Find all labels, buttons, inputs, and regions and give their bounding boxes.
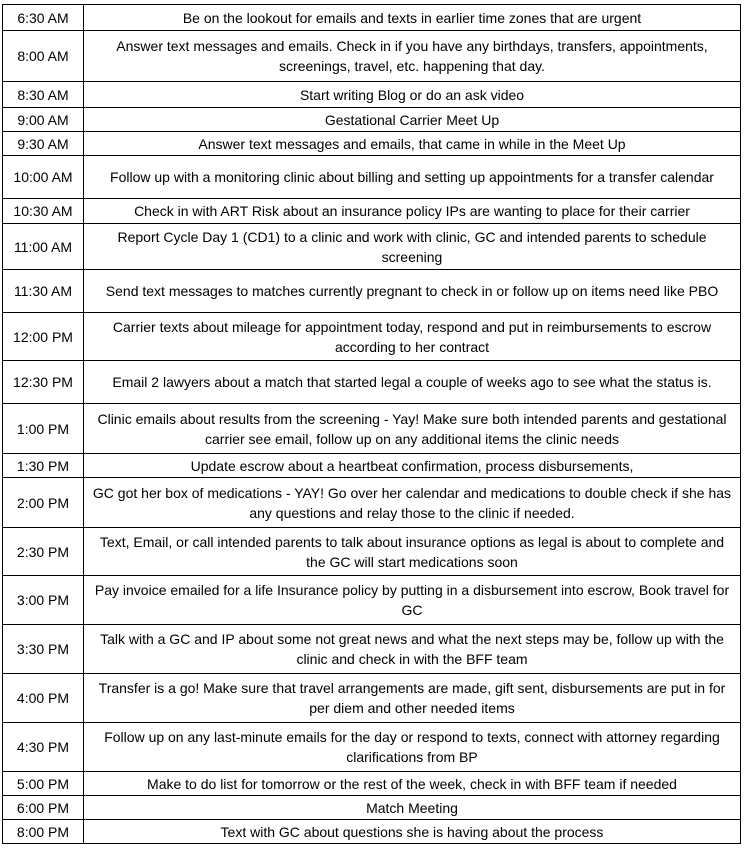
time-cell: 8:00 PM (3, 820, 84, 844)
time-cell: 6:30 AM (3, 5, 84, 31)
task-cell: Carrier texts about mileage for appointment today, respond and put in reimbursements to escrow according to her contract (84, 313, 741, 361)
task-cell: Text with GC about questions she is having about the process (84, 820, 741, 844)
table-row (3, 313, 741, 361)
task-cell: Talk with a GC and IP about some not great news and what the next steps may be, follow up with the clinic and check in with the BFF team (84, 625, 741, 674)
time-cell: 8:00 AM (3, 31, 84, 82)
table-row (3, 576, 741, 625)
time-cell: 10:30 AM (3, 199, 84, 224)
task-cell: Be on the lookout for emails and texts in earlier time zones that are urgent (84, 5, 741, 31)
task-cell: Clinic emails about results from the screening - Yay! Make sure both intended parents and gestational carrier see email, follow up on any additional items the clinic needs (84, 404, 741, 454)
time-cell: 6:00 PM (3, 796, 84, 820)
table-row (3, 723, 741, 772)
time-cell: 2:00 PM (3, 478, 84, 528)
time-cell: 2:30 PM (3, 528, 84, 576)
table-row (3, 270, 741, 313)
time-cell: 5:00 PM (3, 772, 84, 796)
task-cell: Answer text messages and emails. Check in if you have any birthdays, transfers, appointments, screenings, travel, etc. happening that day. (84, 31, 741, 82)
task-cell: Match Meeting (84, 796, 741, 820)
task-cell: Update escrow about a heartbeat confirmation, process disbursements, (84, 454, 741, 478)
time-cell: 9:00 AM (3, 108, 84, 132)
table-row (3, 31, 741, 82)
table-row (3, 132, 741, 156)
table-row (3, 82, 741, 108)
task-cell: Transfer is a go! Make sure that travel arrangements are made, gift sent, disbursements are put in for per diem and other needed items (84, 674, 741, 723)
task-cell: Text, Email, or call intended parents to talk about insurance options as legal is about to complete and the GC will start medications soon (84, 528, 741, 576)
task-cell: Follow up with a monitoring clinic about billing and setting up appointments for a transfer calendar (84, 156, 741, 199)
task-cell: Report Cycle Day 1 (CD1) to a clinic and work with clinic, GC and intended parents to schedule screening (84, 224, 741, 270)
table-row (3, 796, 741, 820)
task-cell: Make to do list for tomorrow or the rest of the week, check in with BFF team if needed (84, 772, 741, 796)
task-cell: Follow up on any last-minute emails for the day or respond to texts, connect with attorney regarding clarifications from BP (84, 723, 741, 772)
task-cell: Send text messages to matches currently pregnant to check in or follow up on items need like PBO (84, 270, 741, 313)
time-cell: 11:00 AM (3, 224, 84, 270)
task-cell: Email 2 lawyers about a match that started legal a couple of weeks ago to see what the status is. (84, 361, 741, 404)
time-cell: 4:00 PM (3, 674, 84, 723)
table-row (3, 199, 741, 224)
time-cell: 10:00 AM (3, 156, 84, 199)
time-cell: 11:30 AM (3, 270, 84, 313)
table-row (3, 404, 741, 454)
time-cell: 8:30 AM (3, 82, 84, 108)
table-row (3, 156, 741, 199)
time-cell: 3:00 PM (3, 576, 84, 625)
time-cell: 3:30 PM (3, 625, 84, 674)
table-row (3, 5, 741, 31)
task-cell: Check in with ART Risk about an insurance policy IPs are wanting to place for their carrier (84, 199, 741, 224)
schedule-table (2, 4, 741, 844)
time-cell: 12:30 PM (3, 361, 84, 404)
table-row (3, 361, 741, 404)
table-row (3, 625, 741, 674)
table-row (3, 224, 741, 270)
table-row (3, 772, 741, 796)
task-cell: Pay invoice emailed for a life Insurance policy by putting in a disbursement into escrow, Book travel for GC (84, 576, 741, 625)
task-cell: GC got her box of medications - YAY! Go over her calendar and medications to double check if she has any questions and relay those to the clinic if needed. (84, 478, 741, 528)
task-cell: Start writing Blog or do an ask video (84, 82, 741, 108)
task-cell: Answer text messages and emails, that came in while in the Meet Up (84, 132, 741, 156)
time-cell: 9:30 AM (3, 132, 84, 156)
table-row (3, 820, 741, 844)
table-row (3, 108, 741, 132)
table-row (3, 528, 741, 576)
time-cell: 12:00 PM (3, 313, 84, 361)
time-cell: 4:30 PM (3, 723, 84, 772)
time-cell: 1:00 PM (3, 404, 84, 454)
table-row (3, 478, 741, 528)
time-cell: 1:30 PM (3, 454, 84, 478)
table-row (3, 454, 741, 478)
task-cell: Gestational Carrier Meet Up (84, 108, 741, 132)
table-row (3, 674, 741, 723)
